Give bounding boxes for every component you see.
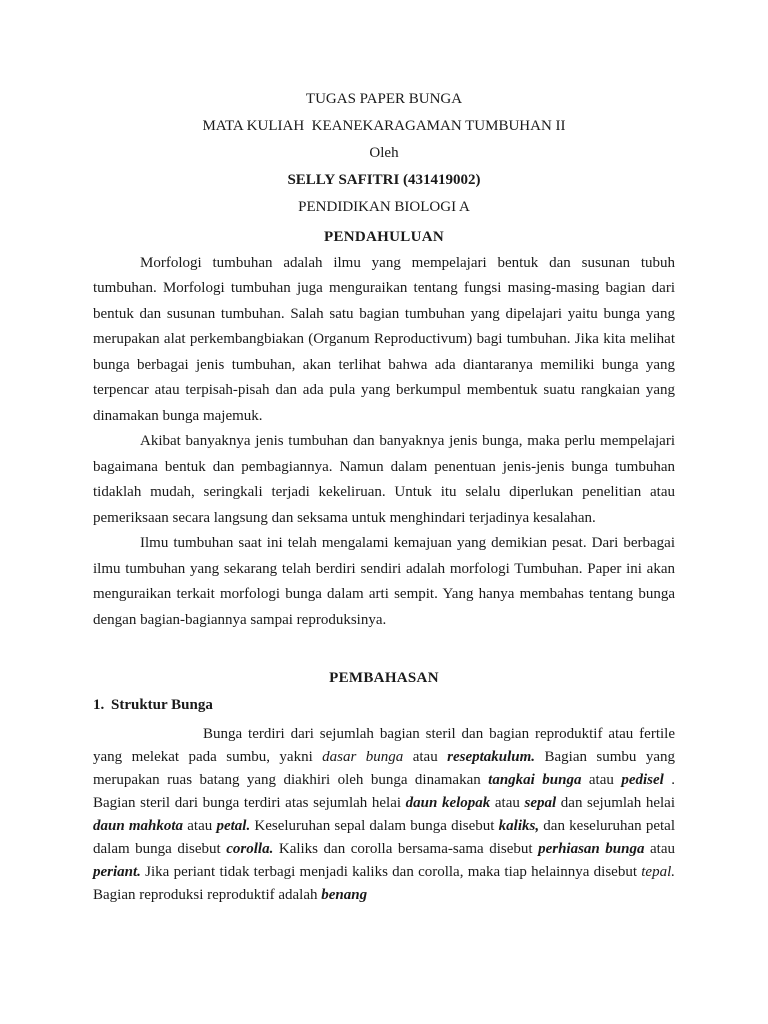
text-run: Jika periant tidak terbagi menjadi kaliks dan corolla, maka tiap helainnya disebut	[140, 864, 642, 880]
term-bold-italic: daun kelopak	[405, 795, 491, 811]
by-label: Oleh	[369, 145, 399, 161]
pembahasan-section	[93, 666, 675, 907]
subsection-heading	[93, 693, 675, 719]
text-run: Bagian reproduksi reproduktif adalah	[93, 887, 322, 903]
term-bold-italic: tangkai bunga	[488, 772, 582, 788]
text-run: Bunga terdiri dari sejumlah bagian steril dan bagian reproduktif atau fertile yang melekat pada sumbu, yakni	[93, 726, 675, 765]
term-bold-italic: kaliks,	[498, 818, 540, 834]
paragraph: Akibat banyaknya jenis tumbuhan dan banyaknya jenis bunga, maka perlu mempelajari bagaimana bentuk dan pembagiannya. Namun dalam penentuan jenis-jenis bunga tumbuhan tidaklah mudah, seringkali terjadi kekeliruan. Untuk itu selalu diperlukan penelitian atau pemeriksaan secara langsung dan seksama untuk menghindari terjadinya kesalahan.	[93, 433, 675, 526]
text-run: atau	[644, 841, 676, 857]
paragraph: Ilmu tumbuhan saat ini telah mengalami kemajuan yang demikian pesat. Dari berbagai ilmu tumbuhan yang sekarang telah berdiri sendiri adalah morfologi Tumbuhan. Paper ini akan menguraikan terkait morfologi bunga dalam arti sempit. Yang hanya membahas tentang bunga dengan bagian-bagiannya sampai reproduksinya.	[93, 535, 675, 628]
text-run: atau	[581, 772, 622, 788]
pendahuluan-section	[93, 225, 675, 633]
term-bold-italic: periant.	[93, 864, 141, 880]
text-run: Kaliks dan corolla bersama-sama disebut	[273, 841, 539, 857]
term-italic: tepal.	[641, 864, 675, 880]
text-run: dan keseluruhan petal dalam bunga disebut	[93, 818, 675, 857]
text-run: atau	[490, 795, 525, 811]
text-run: . Bagian steril dari bunga terdiri atas sejumlah helai	[93, 772, 676, 811]
term-bold-italic: pedisel	[621, 772, 664, 788]
title-block	[0, 86, 768, 221]
subsection-number: 1.	[93, 696, 105, 713]
text-run: dan sejumlah helai	[556, 795, 675, 811]
paragraph-struktur-bunga	[93, 723, 675, 907]
term-bold-italic: reseptakulum.	[447, 749, 536, 765]
text-run: Bagian sumbu yang merupakan ruas batang yang diakhiri oleh bunga dinamakan	[93, 749, 675, 788]
paper-title: TUGAS PAPER BUNGA	[305, 91, 463, 107]
paragraph: Morfologi tumbuhan adalah ilmu yang mempelajari bentuk dan susunan tubuh tumbuhan. Morfologi tumbuhan juga menguraikan tentang fungsi masing-masing bagian dari bentuk dan susunan tumbuhan. Salah satu bagian tumbuhan yang dipelajari yaitu bunga yang merupakan alat perkembangbiakan (Organum Reproductivum) bagi tumbuhan. Jika kita melihat bunga berbagai jenis tumbuhan, akan terlihat bahwa ada diantaranya memiliki bunga yang terpencar atau terpisah-pisah dan ada pula yang berkumpul membentuk suatu rangkaian yang dinamakan bunga majemuk.	[93, 254, 675, 424]
term-bold-italic: perhiasan bunga	[538, 841, 645, 857]
term-bold-italic: petal.	[216, 818, 251, 834]
subsection-title: Struktur Bunga	[111, 696, 213, 713]
term-bold-italic: daun mahkota	[93, 818, 184, 834]
term-bold-italic: benang	[321, 887, 368, 903]
term-bold-italic: sepal	[524, 795, 557, 811]
section-heading-pembahasan: PEMBAHASAN	[329, 670, 439, 686]
term-italic: dasar bunga	[322, 749, 404, 765]
section-heading-pendahuluan: PENDAHULUAN	[324, 229, 444, 245]
text-run: Keseluruhan sepal dalam bunga disebut	[250, 818, 499, 834]
author-name: SELLY SAFITRI (431419002)	[287, 172, 481, 188]
term-bold-italic: corolla.	[226, 841, 274, 857]
text-run: atau	[183, 818, 217, 834]
text-run: atau	[403, 749, 448, 765]
study-program: PENDIDIKAN BIOLOGI A	[298, 199, 470, 215]
course-title: MATA KULIAH KEANEKARAGAMAN TUMBUHAN II	[202, 118, 566, 134]
